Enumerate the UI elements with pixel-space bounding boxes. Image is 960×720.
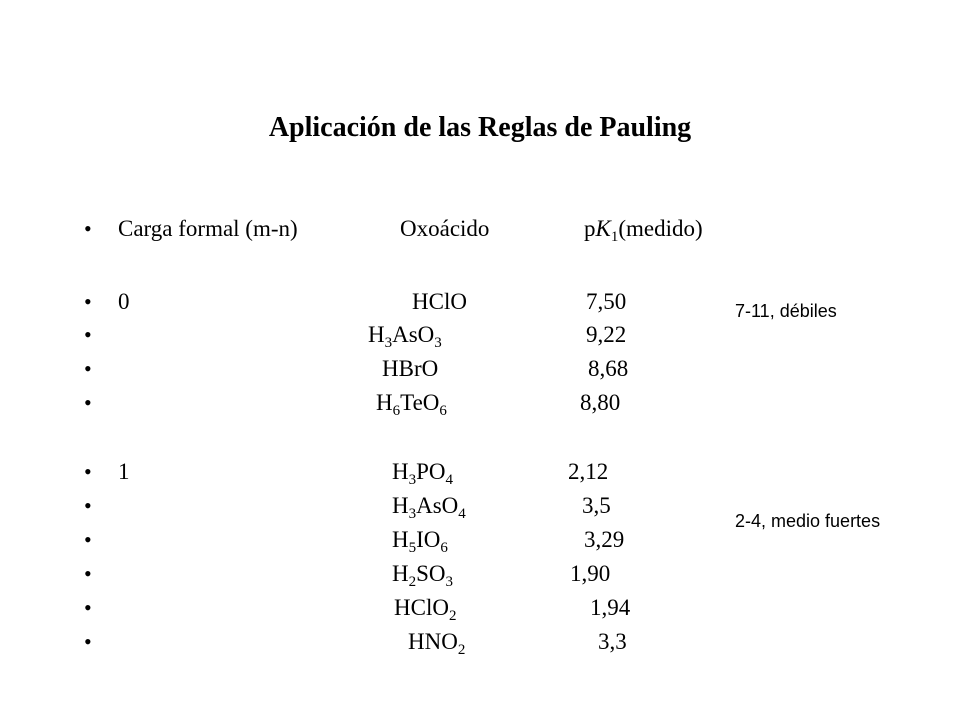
- bullet: •: [84, 527, 92, 552]
- acid-formula: HClO: [412, 289, 467, 314]
- slide-title: Aplicación de las Reglas de Pauling: [268, 112, 692, 143]
- table-row: [0, 625, 960, 659]
- bullet: •: [84, 390, 92, 415]
- table-row: [0, 318, 960, 352]
- acid-formula: $H_3AsO_4$: [392, 493, 466, 522]
- table-row: [0, 591, 960, 625]
- formula-subscript: 3: [445, 574, 454, 590]
- formula-subscript: 4: [445, 472, 454, 488]
- formula-subscript: 6: [439, 403, 447, 419]
- bullet: •: [84, 356, 92, 381]
- pk-value: 3,5: [582, 493, 611, 518]
- pk-value: 8,68: [588, 356, 629, 381]
- formula-subscript: 2: [457, 642, 466, 658]
- acid-formula: $H_3AsO_3$: [368, 322, 442, 351]
- acid-formula: $HNO_2$: [408, 629, 466, 658]
- acid-formula: HClO$_2$: [394, 595, 457, 624]
- formula-subscript: 2: [448, 608, 457, 624]
- acid-formula: $H_6TeO_6$: [376, 390, 447, 419]
- pk-value: 7,50: [586, 289, 627, 314]
- header-pk-prefix: p: [584, 216, 596, 241]
- header-pk-suffix: (medido): [618, 216, 703, 241]
- bullet: •: [84, 629, 92, 654]
- formula-subscript: 3: [434, 335, 442, 351]
- header-pk-symbol: K: [595, 216, 611, 241]
- bullet: •: [84, 561, 92, 586]
- bullet: •: [84, 459, 92, 484]
- header-acid: Oxoácido: [400, 216, 490, 241]
- acid-formula: $H_2SO_3$: [392, 561, 454, 590]
- table-row: [0, 557, 960, 591]
- charge-value: 1: [118, 459, 130, 484]
- pk-value: 3,29: [584, 527, 625, 552]
- formula-subscript: 2: [408, 574, 417, 590]
- pk-value: 9,22: [586, 322, 627, 347]
- note-medium: 2-4, medio fuertes: [735, 511, 881, 531]
- acid-formula: $H_3PO_4$: [392, 459, 454, 488]
- bullet: •: [84, 216, 92, 241]
- header-pk: [584, 212, 703, 246]
- header-pk-subscript: 1: [610, 229, 619, 245]
- note-weak: 7-11, débiles: [735, 301, 837, 321]
- formula-subscript: 3: [408, 506, 417, 522]
- charge-value: 0: [118, 289, 130, 314]
- formula-subscript: 6: [440, 540, 448, 556]
- bullet: •: [84, 322, 92, 347]
- formula-subscript: 3: [408, 472, 417, 488]
- pk-value: 1,94: [590, 595, 631, 620]
- formula-subscript: 3: [384, 335, 393, 351]
- bullet: •: [84, 289, 92, 314]
- pk-value: 8,80: [580, 390, 621, 415]
- bullet: •: [84, 493, 92, 518]
- formula-subscript: 4: [458, 506, 466, 522]
- table-row: [0, 455, 960, 489]
- formula-subscript: 6: [392, 403, 401, 419]
- pk-value: 2,12: [568, 459, 609, 484]
- bullet: •: [84, 595, 92, 620]
- pk-value: 1,90: [570, 561, 611, 586]
- acid-formula: HBrO: [382, 356, 439, 381]
- pk-value: 3,3: [598, 629, 627, 654]
- acid-formula: $H_5IO_6$: [392, 527, 448, 556]
- header-charge: Carga formal (m-n): [118, 216, 298, 241]
- table-row: [0, 386, 960, 420]
- header-row: [0, 212, 960, 246]
- table-row: [0, 352, 960, 386]
- formula-subscript: 5: [408, 540, 417, 556]
